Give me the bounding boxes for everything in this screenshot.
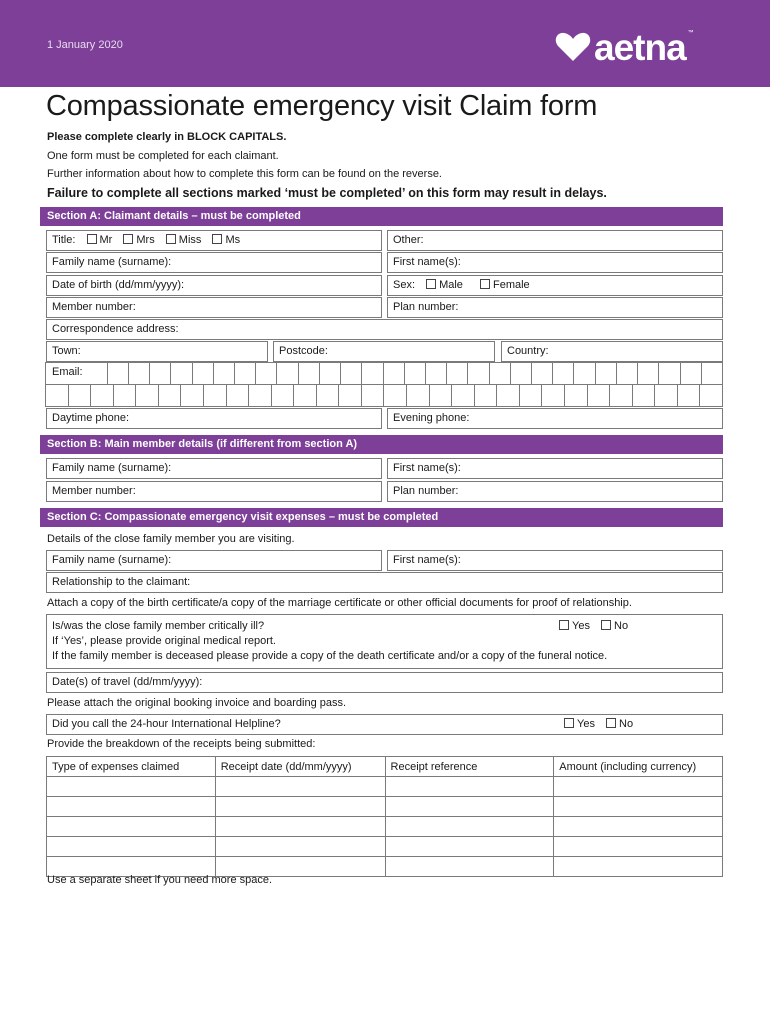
sex-field — [387, 275, 723, 296]
table-cell[interactable] — [47, 837, 216, 857]
title-field — [46, 230, 382, 251]
email-char-box[interactable] — [510, 362, 532, 385]
table-cell[interactable] — [385, 777, 554, 797]
town-field[interactable]: Town: — [46, 341, 268, 362]
email-char-box[interactable] — [158, 384, 182, 407]
heart-icon — [555, 32, 591, 62]
table-row — [47, 837, 723, 857]
email-char-box[interactable] — [149, 362, 171, 385]
a-first-names-field[interactable]: First name(s): — [387, 252, 723, 273]
other-title-field[interactable]: Other: — [387, 230, 723, 251]
email-grid[interactable] — [46, 362, 723, 407]
email-char-box[interactable] — [541, 384, 565, 407]
email-char-box[interactable] — [474, 384, 498, 407]
email-char-box[interactable] — [319, 362, 341, 385]
table-cell[interactable] — [554, 817, 723, 837]
aetna-logo — [555, 26, 694, 68]
email-char-box[interactable] — [699, 384, 723, 407]
intro-warning: Failure to complete all sections marked ‘must be completed’ on this form may result in delays. — [47, 186, 607, 200]
helpline-no-label: No — [619, 718, 634, 730]
b-first-names-field[interactable]: First name(s): — [387, 458, 723, 479]
table-cell[interactable] — [554, 777, 723, 797]
email-char-box[interactable] — [180, 384, 204, 407]
email-char-box[interactable] — [271, 384, 295, 407]
country-field[interactable]: Country: — [501, 341, 723, 362]
helpline-yes-no — [564, 715, 633, 734]
email-row-2[interactable] — [46, 384, 723, 407]
email-char-box[interactable] — [406, 384, 430, 407]
breakdown-text: Provide the breakdown of the receipts being submitted: — [47, 738, 316, 750]
email-char-box[interactable] — [170, 362, 192, 385]
email-char-box[interactable] — [616, 362, 638, 385]
table-cell[interactable] — [385, 857, 554, 877]
illness-yes-label: Yes — [572, 620, 590, 632]
expenses-table — [46, 756, 723, 877]
helpline-question: Did you call the 24-hour International Helpline? — [52, 718, 281, 730]
title-mrs-label: Mrs — [136, 234, 155, 246]
email-char-box[interactable] — [489, 362, 511, 385]
email-char-box[interactable] — [496, 384, 520, 407]
c-family-name-field[interactable]: Family name (surname): — [46, 550, 382, 571]
a-member-number-field[interactable]: Member number: — [46, 297, 382, 318]
illness-no-checkbox[interactable] — [601, 620, 611, 630]
title-mrs-checkbox[interactable] — [123, 234, 133, 244]
col-amount: Amount (including currency) — [554, 757, 723, 777]
logo-trademark: ™ — [687, 30, 694, 36]
email-char-box[interactable] — [467, 362, 489, 385]
table-cell[interactable] — [385, 817, 554, 837]
section-b-heading: Section B: Main member details (if different from section A) — [40, 435, 723, 454]
email-char-box[interactable] — [609, 384, 633, 407]
table-cell[interactable] — [47, 817, 216, 837]
title-ms-checkbox[interactable] — [212, 234, 222, 244]
daytime-phone-field[interactable]: Daytime phone: — [46, 408, 382, 429]
table-cell[interactable] — [554, 797, 723, 817]
col-expense-type: Type of expenses claimed — [47, 757, 216, 777]
relationship-field[interactable]: Relationship to the claimant: — [46, 572, 723, 593]
email-char-box[interactable] — [248, 384, 272, 407]
title-mr-checkbox[interactable] — [87, 234, 97, 244]
illness-no-label: No — [614, 620, 629, 632]
table-cell[interactable] — [215, 817, 385, 837]
email-char-box[interactable] — [519, 384, 543, 407]
email-char-box[interactable] — [68, 384, 92, 407]
sex-label: Sex: — [393, 279, 416, 291]
address-field[interactable]: Correspondence address: — [46, 319, 723, 340]
table-cell[interactable] — [554, 857, 723, 877]
email-char-box[interactable] — [226, 384, 250, 407]
email-char-box[interactable] — [338, 384, 362, 407]
table-cell[interactable] — [215, 837, 385, 857]
expenses-header-row — [47, 757, 723, 777]
header-bar — [0, 0, 770, 87]
email-char-box[interactable] — [255, 362, 277, 385]
email-char-box[interactable] — [203, 384, 227, 407]
table-cell[interactable] — [385, 797, 554, 817]
intro-line-2: One form must be completed for each claimant. — [47, 150, 279, 162]
email-char-box[interactable] — [531, 362, 553, 385]
illness-yes-checkbox[interactable] — [559, 620, 569, 630]
table-row — [47, 797, 723, 817]
email-char-box[interactable] — [45, 384, 69, 407]
evening-phone-field[interactable]: Evening phone: — [387, 408, 723, 429]
b-plan-number-field[interactable]: Plan number: — [387, 481, 723, 502]
email-row-1[interactable] — [46, 362, 723, 385]
email-char-box[interactable] — [234, 362, 256, 385]
sex-female-label: Female — [492, 279, 530, 291]
email-char-box[interactable] — [361, 384, 385, 407]
death-certificate-note: If the family member is deceased please provide a copy of the death certificate and/or a copy of the funeral notice. — [52, 650, 608, 662]
email-char-box[interactable] — [677, 384, 701, 407]
email-char-box[interactable] — [425, 362, 447, 385]
email-char-box[interactable] — [404, 362, 426, 385]
attach-certificate-text: Attach a copy of the birth certificate/a copy of the marriage certificate or other official documents for proof of relationship. — [47, 597, 632, 609]
email-label: Email: — [52, 366, 83, 378]
email-char-box[interactable] — [128, 362, 150, 385]
sex-male-label: Male — [439, 279, 463, 291]
title-miss-label: Miss — [178, 234, 202, 246]
helpline-no-checkbox[interactable] — [606, 718, 616, 728]
form-date: 1 January 2020 — [47, 39, 123, 51]
title-ms-label: Ms — [225, 234, 241, 246]
sex-female-checkbox[interactable] — [480, 279, 490, 289]
email-char-box[interactable] — [429, 384, 453, 407]
helpline-yes-label: Yes — [577, 718, 595, 730]
email-char-box[interactable] — [632, 384, 656, 407]
email-char-box[interactable] — [276, 362, 298, 385]
postcode-field[interactable]: Postcode: — [273, 341, 495, 362]
travel-dates-field[interactable]: Date(s) of travel (dd/mm/yyyy): — [46, 672, 723, 693]
email-char-box[interactable] — [446, 362, 468, 385]
table-cell[interactable] — [47, 797, 216, 817]
table-cell[interactable] — [215, 797, 385, 817]
table-cell[interactable] — [554, 837, 723, 857]
separate-sheet-note: Use a separate sheet if you need more space. — [47, 874, 273, 886]
email-char-box[interactable] — [564, 384, 588, 407]
title-mr-label: Mr — [99, 234, 113, 246]
table-row — [47, 817, 723, 837]
email-char-box[interactable] — [383, 362, 405, 385]
b-family-name-field[interactable]: Family name (surname): — [46, 458, 382, 479]
table-row — [47, 777, 723, 797]
col-receipt-date: Receipt date (dd/mm/yyyy) — [215, 757, 385, 777]
a-family-name-field[interactable]: Family name (surname): — [46, 252, 382, 273]
email-char-box[interactable] — [340, 362, 362, 385]
helpline-field — [46, 714, 723, 735]
email-char-box[interactable] — [107, 362, 129, 385]
email-char-box[interactable] — [637, 362, 659, 385]
email-char-box[interactable] — [451, 384, 475, 407]
email-char-box[interactable] — [658, 362, 680, 385]
email-char-box[interactable] — [113, 384, 137, 407]
email-char-box[interactable] — [213, 362, 235, 385]
email-char-box[interactable] — [298, 362, 320, 385]
intro-line-3: Further information about how to complete this form can be found on the reverse. — [47, 168, 442, 180]
table-cell[interactable] — [385, 837, 554, 857]
email-char-box[interactable] — [595, 362, 617, 385]
table-cell[interactable] — [215, 777, 385, 797]
email-char-box[interactable] — [552, 362, 574, 385]
email-char-box[interactable] — [90, 384, 114, 407]
table-cell[interactable] — [47, 777, 216, 797]
a-plan-number-field[interactable]: Plan number: — [387, 297, 723, 318]
page-title: Compassionate emergency visit Claim form — [46, 90, 598, 122]
helpline-yes-checkbox[interactable] — [564, 718, 574, 728]
email-char-box[interactable] — [587, 384, 611, 407]
section-a-heading: Section A: Claimant details – must be completed — [40, 207, 723, 226]
email-char-box[interactable] — [654, 384, 678, 407]
email-char-box[interactable] — [680, 362, 702, 385]
col-receipt-reference: Receipt reference — [385, 757, 554, 777]
attach-booking-text: Please attach the original booking invoice and boarding pass. — [47, 697, 347, 709]
email-char-box[interactable] — [135, 384, 159, 407]
title-label: Title: — [52, 234, 76, 246]
critical-illness-box — [46, 614, 723, 669]
email-char-box[interactable] — [192, 362, 214, 385]
title-miss-checkbox[interactable] — [166, 234, 176, 244]
family-member-details-text: Details of the close family member you are visiting. — [47, 533, 295, 545]
medical-report-note: If ‘Yes’, please provide original medical report. — [52, 635, 276, 647]
illness-yes-no — [559, 619, 628, 634]
b-member-number-field[interactable]: Member number: — [46, 481, 382, 502]
sex-male-checkbox[interactable] — [426, 279, 436, 289]
email-char-box[interactable] — [293, 384, 317, 407]
email-char-box[interactable] — [316, 384, 340, 407]
email-char-box[interactable] — [361, 362, 383, 385]
critical-illness-question: Is/was the close family member critically ill? — [52, 620, 265, 632]
section-c-heading: Section C: Compassionate emergency visit expenses – must be completed — [40, 508, 723, 527]
logo-wordmark: aetna — [594, 26, 686, 68]
email-char-box[interactable] — [383, 384, 407, 407]
email-char-box[interactable] — [573, 362, 595, 385]
c-first-names-field[interactable]: First name(s): — [387, 550, 723, 571]
email-char-box[interactable] — [701, 362, 723, 385]
intro-line-1: Please complete clearly in BLOCK CAPITALS. — [47, 131, 287, 143]
dob-field[interactable]: Date of birth (dd/mm/yyyy): — [46, 275, 382, 296]
